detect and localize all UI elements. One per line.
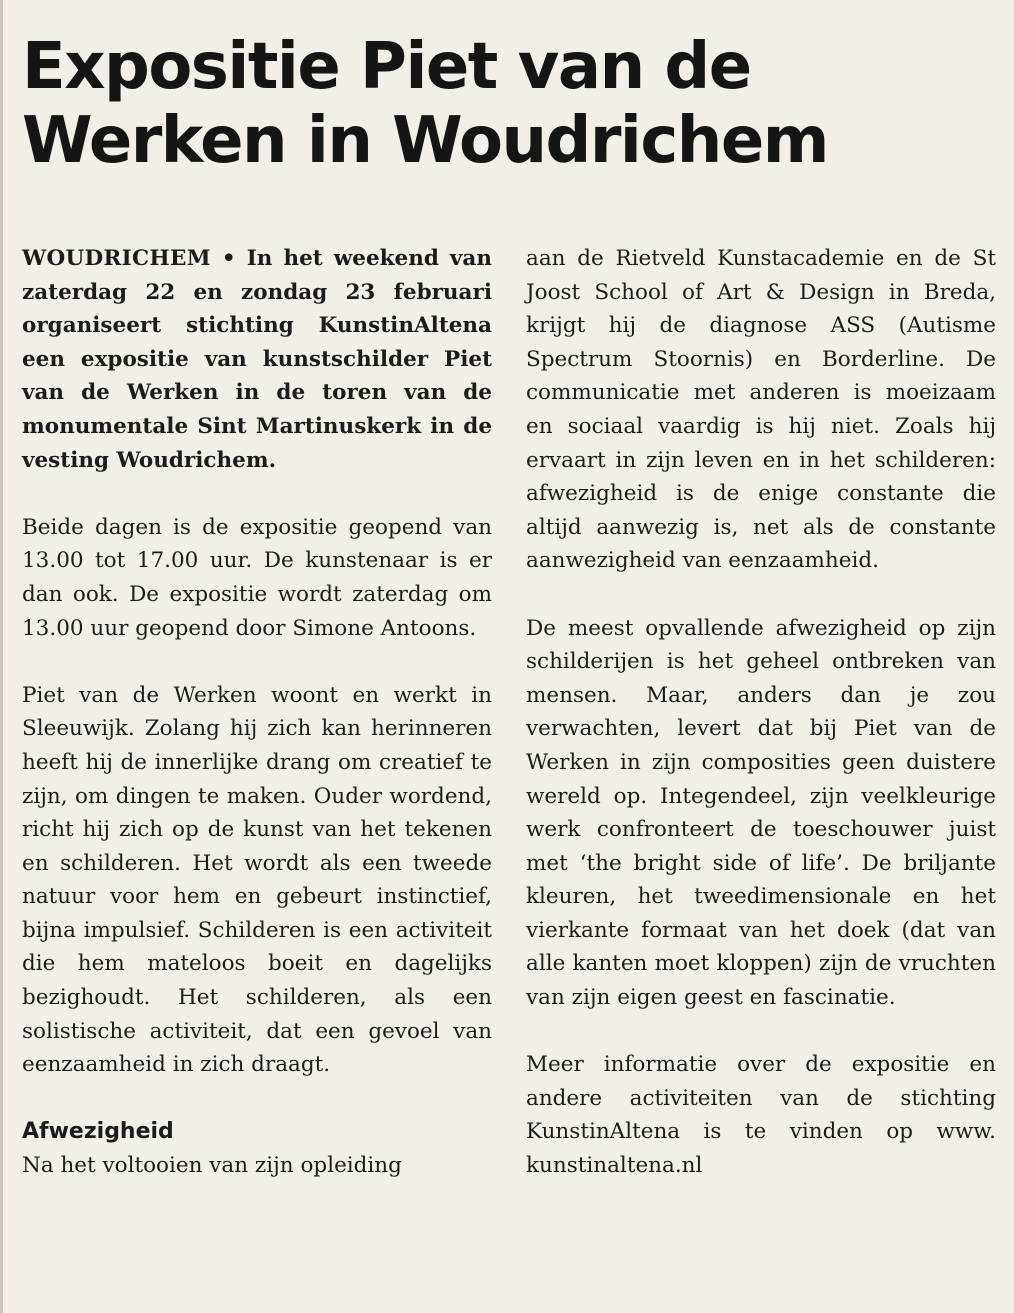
paragraph-education-cont: aan de Rietveld Kunstacademie en de St Joost School of Art & Design in Breda, krijgt hij de diagnose ASS (Autisme Spectrum Stoornis) en Borderline. De communicatie met anderen is moeizaam en sociaal vaardig is hij niet. Zoals hij ervaart in zijn leven en in het schilderen: afwezigheid is de enige constante die altijd aanwezig is, net als de constante aanwezigheid van eenzaamheid. xyxy=(526,246,996,574)
page-edge xyxy=(0,0,3,1313)
paragraph-opening-hours: Beide dagen is de expositie geopend van 13.00 tot 17.00 uur. De kunstenaar is er dan ook. De expositie wordt zaterdag om 13.00 uur geopend door Simone Antoons. xyxy=(22,514,492,641)
lead-paragraph xyxy=(22,242,492,477)
dateline: WOUDRICHEM xyxy=(22,246,211,271)
lead-text: In het weekend van zaterdag 22 en zondag 23 februari organiseert stichting KunstinAltena een expositie van kunstschilder Piet van de Werken in de toren van de monumentale Sint Martinuskerk in de vesting Woudrichem. xyxy=(22,246,492,473)
article-headline: Expositie Piet van de Werken in Woudrichem xyxy=(22,30,828,178)
paragraph-education-start: Na het voltooien van zijn opleiding xyxy=(22,1153,402,1179)
paragraph-absence: De meest opvallende afwezigheid op zijn schilderijen is het geheel ontbreken van mensen. Maar, anders dan je zou verwachten, levert dat bij Piet van de Werken in zijn composities geen duistere wereld op. Integendeel, zijn veelkleurige werk confronteert de toeschouwer juist met ‘the bright side of life’. De briljante kleuren, het tweedimensionale en het vierkante formaat van het doek (dat van alle kanten moet kloppen) zijn de vruchten van zijn eigen geest en fascinatie. xyxy=(526,615,996,1011)
paragraph-more-info: Meer informatie over de expositie en andere activiteiten van de stichting KunstinAltena is te vinden op www. kunstinaltena.nl xyxy=(526,1052,996,1179)
dateline-separator: • xyxy=(210,246,247,271)
article-column-right xyxy=(526,242,996,1183)
subheading-afwezigheid: Afwezigheid xyxy=(22,1119,174,1145)
article-column-left xyxy=(22,242,492,1183)
paragraph-artist-bio: Piet van de Werken woont en werkt in Sleeuwijk. Zolang hij zich kan herinneren heeft hij de innerlijke drang om creatief te zijn, om dingen te maken. Ouder wordend, richt hij zich op de kunst van het tekenen en schilderen. Het wordt als een tweede natuur voor hem en gebeurt instinctief, bijna impulsief. Schilderen is een activiteit die hem mateloos boeit en dagelijks bezighoudt. Het schilderen, als een solistische activiteit, dat een gevoel van eenzaamheid in zich draagt. xyxy=(22,682,492,1078)
